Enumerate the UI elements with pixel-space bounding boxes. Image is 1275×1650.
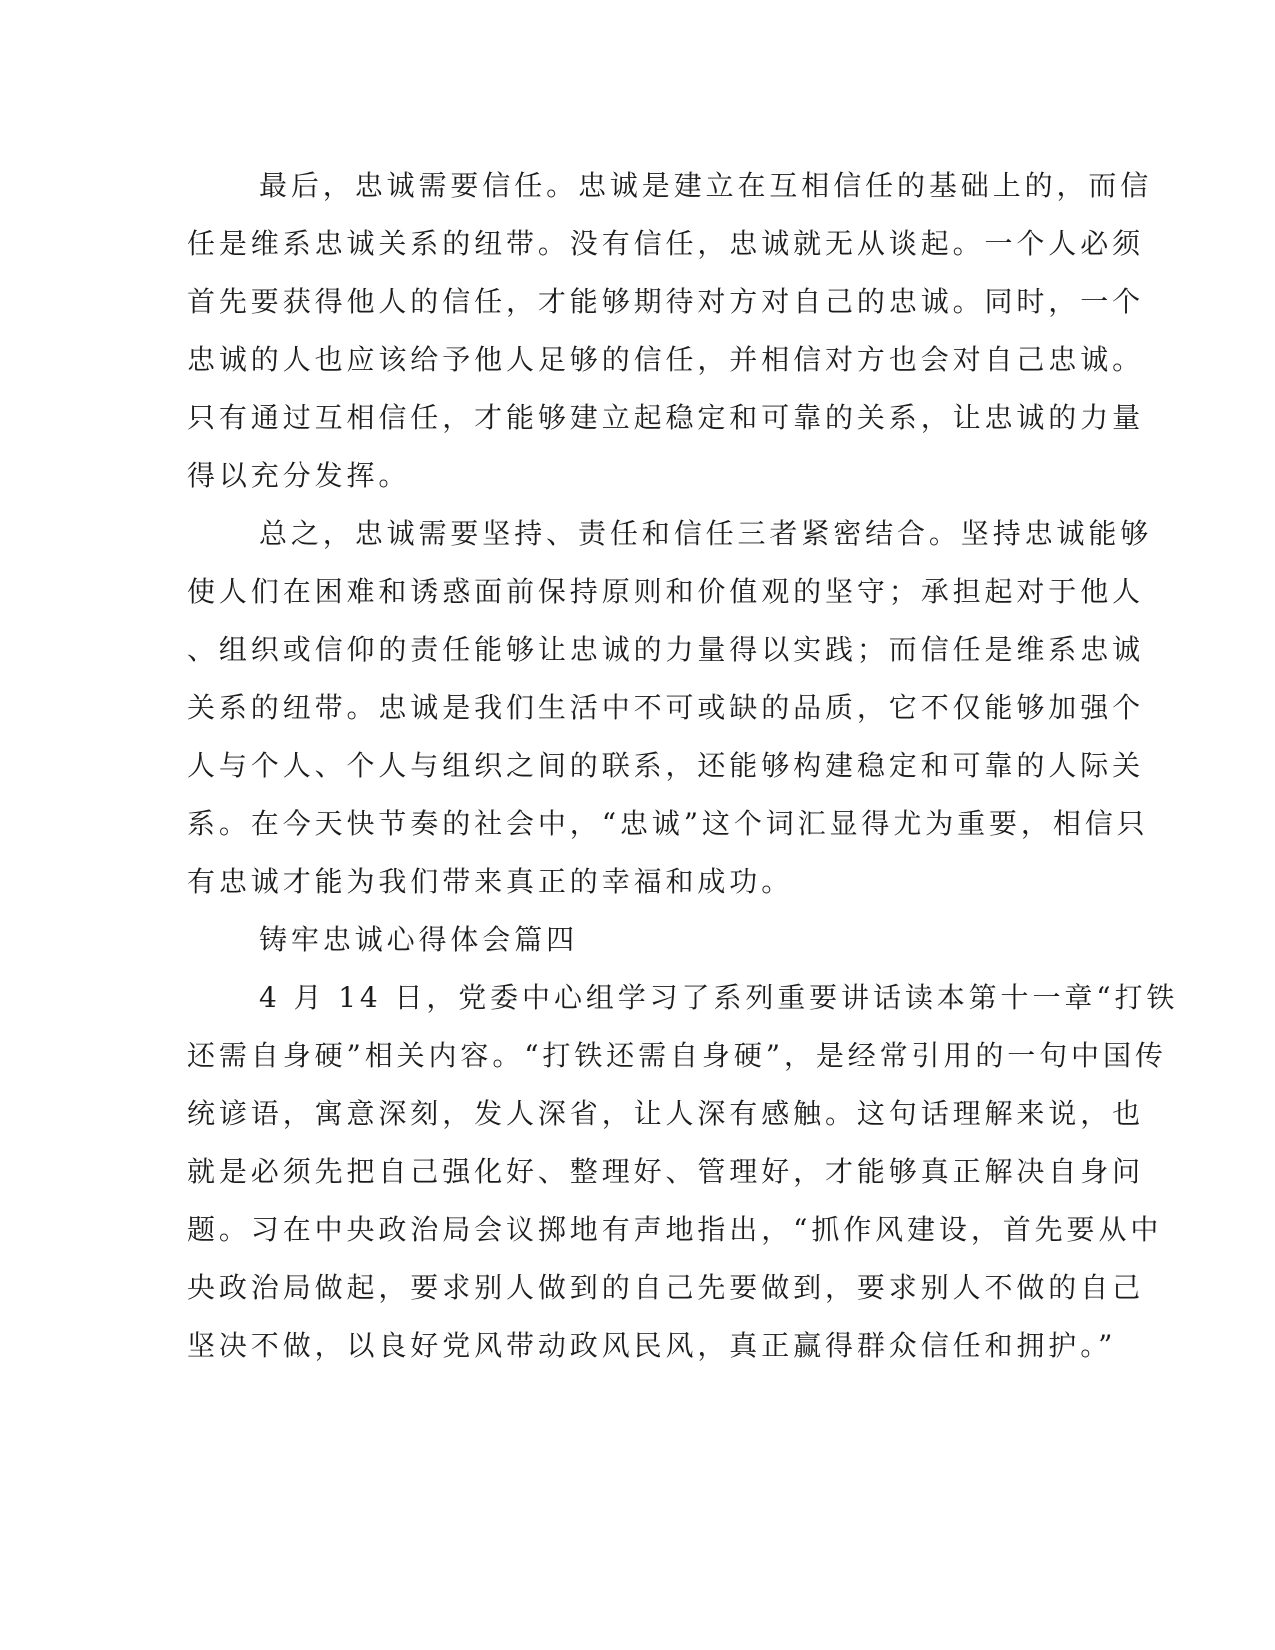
text-line: 4 月 14 日，党委中心组学习了系列重要讲话读本第十一章“打铁: [259, 981, 1179, 1014]
text-line: 得以充分发挥。: [187, 459, 411, 492]
text-line: 忠诚的人也应该给予他人足够的信任，并相信对方也会对自己忠诚。: [187, 343, 1145, 376]
section-heading: 铸牢忠诚心得体会篇四: [259, 923, 579, 956]
text-line: 坚决不做，以良好党风带动政风民风，真正赢得群众信任和拥护。”: [187, 1329, 1117, 1362]
text-line: 只有通过互相信任，才能够建立起稳定和可靠的关系，让忠诚的力量: [187, 401, 1145, 434]
text-line: 总之，忠诚需要坚持、责任和信任三者紧密结合。坚持忠诚能够: [259, 517, 1153, 550]
text-line: 有忠诚才能为我们带来真正的幸福和成功。: [187, 865, 794, 898]
text-line: 还需自身硬”相关内容。“打铁还需自身硬”，是经常引用的一句中国传: [187, 1039, 1167, 1072]
text-line: 统谚语，寓意深刻，发人深省，让人深有感触。这句话理解来说，也: [187, 1097, 1145, 1130]
text-line: 央政治局做起，要求别人做到的自己先要做到，要求别人不做的自己: [187, 1271, 1145, 1304]
text-line: 使人们在困难和诱惑面前保持原则和价值观的坚守；承担起对于他人: [187, 575, 1145, 608]
text-line: 任是维系忠诚关系的纽带。没有信任，忠诚就无从谈起。一个人必须: [187, 227, 1145, 260]
text-line: 人与个人、个人与组织之间的联系，还能够构建稳定和可靠的人际关: [187, 749, 1145, 782]
text-line: 题。习在中央政治局会议掷地有声地指出，“抓作风建设，首先要从中: [187, 1213, 1163, 1246]
text-line: 、组织或信仰的责任能够让忠诚的力量得以实践；而信任是维系忠诚: [187, 633, 1145, 666]
text-line: 首先要获得他人的信任，才能够期待对方对自己的忠诚。同时，一个: [187, 285, 1145, 318]
text-line: 系。在今天快节奏的社会中，“忠诚”这个词汇显得尤为重要，相信只: [187, 807, 1149, 840]
text-line: 最后，忠诚需要信任。忠诚是建立在互相信任的基础上的，而信: [259, 169, 1153, 202]
text-line: 关系的纽带。忠诚是我们生活中不可或缺的品质，它不仅能够加强个: [187, 691, 1145, 724]
text-line: 就是必须先把自己强化好、整理好、管理好，才能够真正解决自身问: [187, 1155, 1145, 1188]
